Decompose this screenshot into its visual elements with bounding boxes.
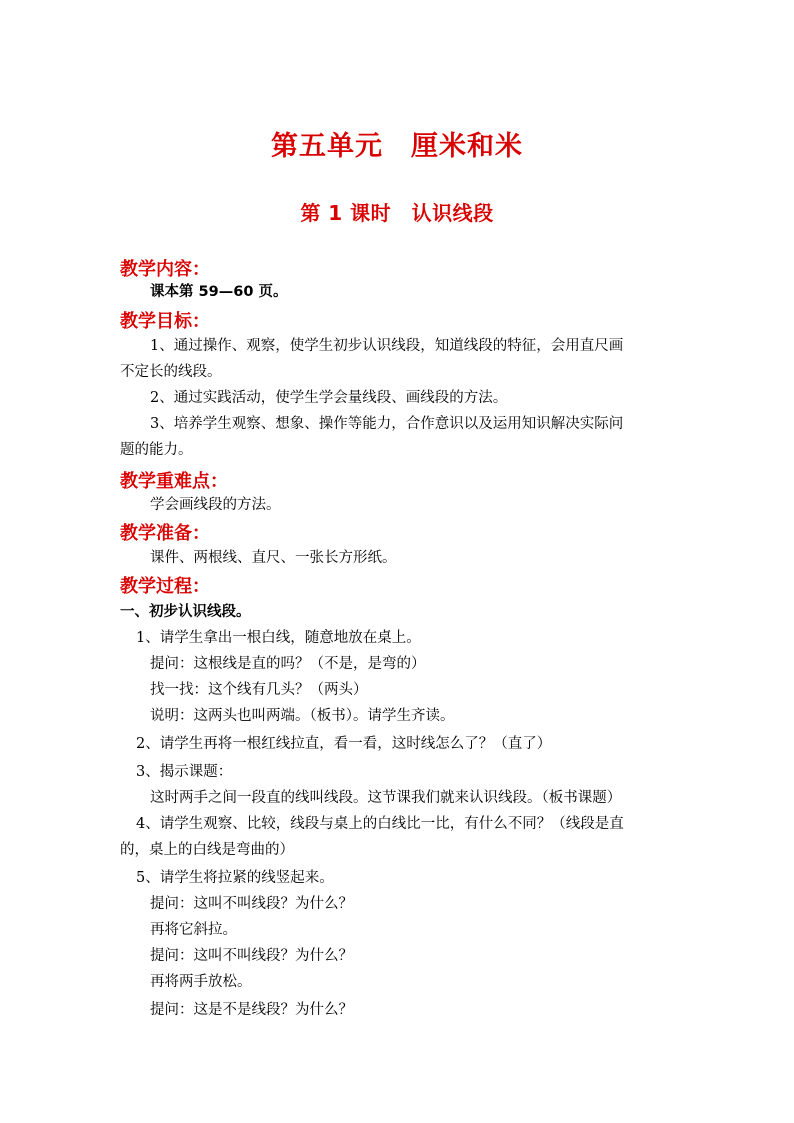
key-points-text: 学会画线段的方法。 (150, 497, 281, 513)
process-part-1: 一、初步认识线段。 (120, 604, 251, 620)
goals-heading: 教学目标： (120, 311, 210, 332)
step-5-question-2: 提问：这叫不叫线段？为什么？ (150, 948, 353, 964)
step-1-question-2: 找一找：这个线有几头？（两头） (150, 682, 368, 698)
goal-2: 2、通过实践活动，使学生学会量线段、画线段的方法。 (150, 390, 508, 406)
step-3: 3、揭示课题： (136, 764, 233, 780)
preparation-text: 课件、两根线、直尺、一张长方形纸。 (150, 550, 397, 566)
goal-1-line-1: 1、通过操作、观察，使学生初步认识线段，知道线段的特征，会用直尺画 (150, 338, 624, 354)
goal-1-line-2: 不定长的线段。 (120, 364, 222, 380)
lesson-title: 第 1 课时 认识线段 (300, 201, 494, 225)
process-heading: 教学过程： (120, 576, 210, 597)
step-1-question-1: 提问：这根线是直的吗？（不是，是弯的） (150, 656, 426, 672)
step-4-line-1: 4、请学生观察、比较，线段与桌上的白线比一比，有什么不同？（线段是直 (136, 816, 624, 832)
unit-title: 第五单元 厘米和米 (271, 131, 523, 162)
content-heading: 教学内容： (120, 259, 210, 280)
step-4-line-2: 的，桌上的白线是弯曲的） (120, 842, 294, 858)
goal-3-line-2: 题的能力。 (120, 442, 193, 458)
preparation-heading: 教学准备： (120, 523, 210, 544)
content-text: 课本第 59—60 页。 (150, 284, 288, 300)
goal-3-line-1: 3、培养学生观察、想象、操作等能力，合作意识以及运用知识解决实际问 (150, 416, 624, 432)
step-5-question-3: 提问：这是不是线段？为什么？ (150, 1002, 353, 1018)
step-5-text-1: 再将它斜拉。 (150, 922, 237, 938)
step-5: 5、请学生将拉紧的线竖起来。 (136, 870, 334, 886)
step-3-text: 这时两手之间一段直的线叫线段。这节课我们就来认识线段。（板书课题） (150, 790, 622, 806)
step-2: 2、请学生再将一根红线拉直，看一看，这时线怎么了？（直了） (136, 736, 552, 752)
step-1: 1、请学生拿出一根白线，随意地放在桌上。 (136, 630, 421, 646)
step-1-question-3: 说明：这两头也叫两端。（板书）。请学生齐读。 (150, 708, 455, 724)
step-5-text-2: 再将两手放松。 (150, 974, 252, 990)
step-5-question-1: 提问：这叫不叫线段？为什么？ (150, 896, 353, 912)
key-points-heading: 教学重难点： (120, 471, 228, 492)
